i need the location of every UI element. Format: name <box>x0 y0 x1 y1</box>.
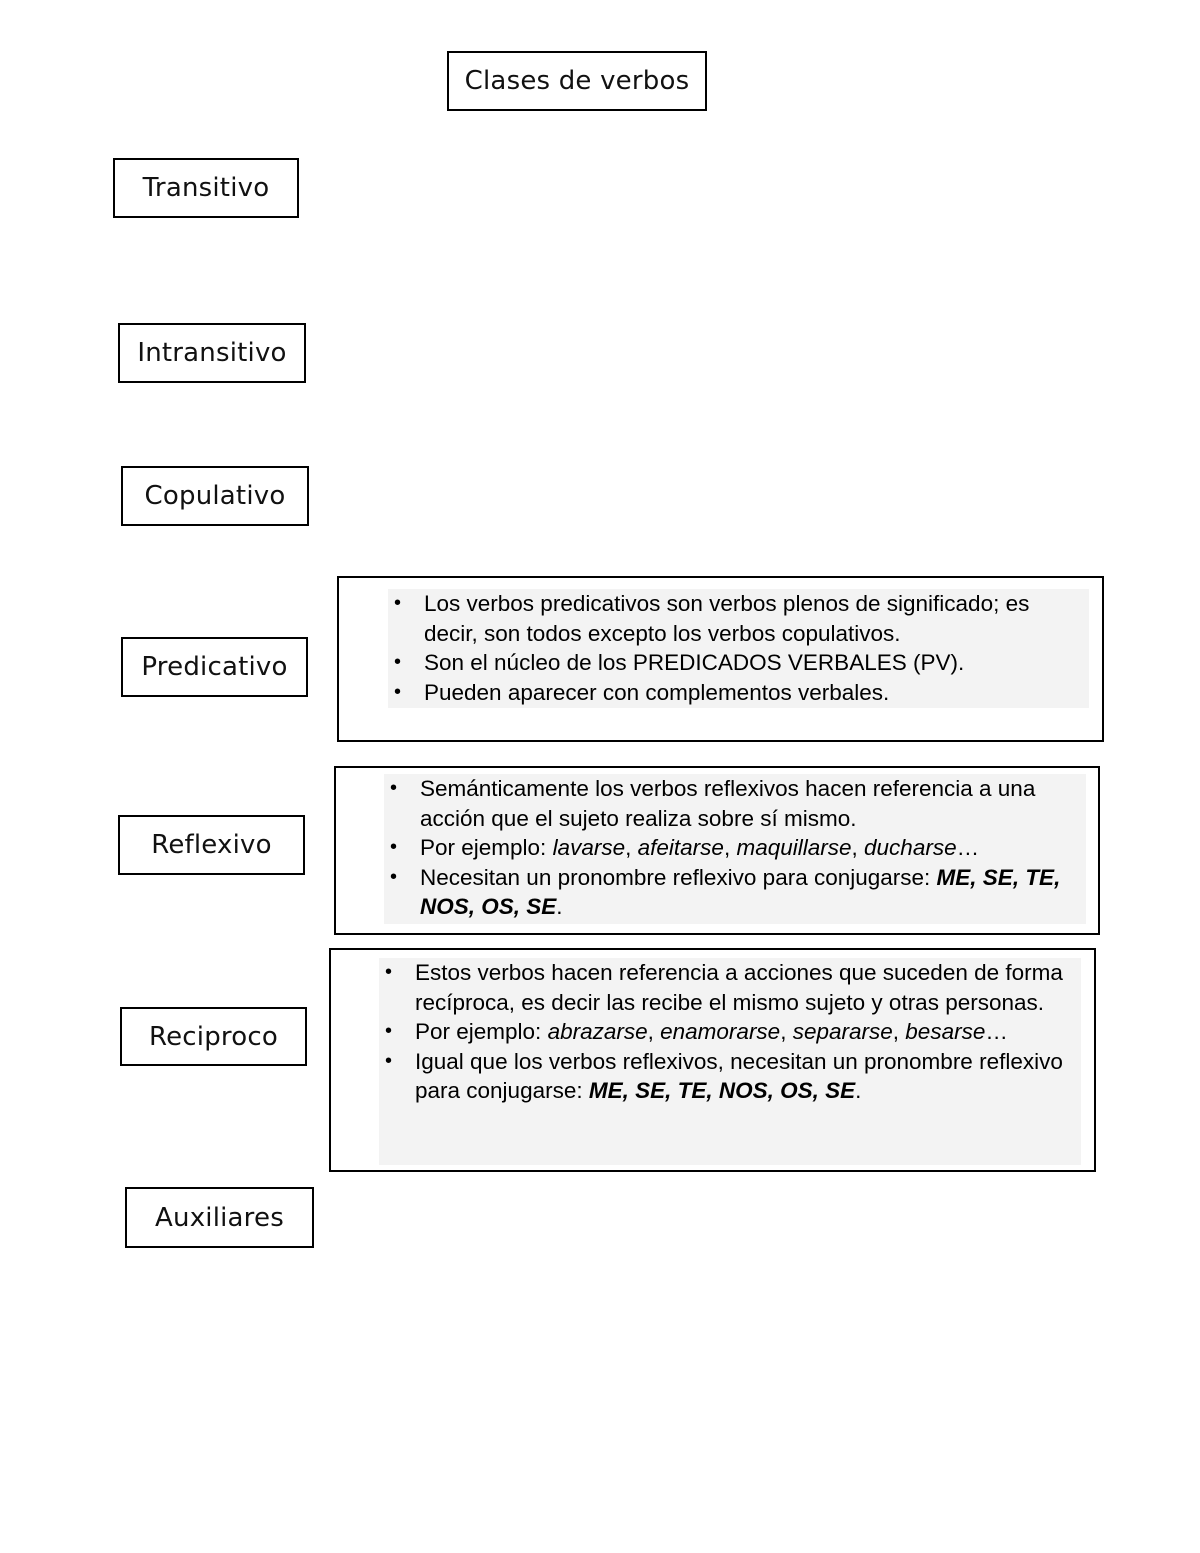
example-word: maquillarse <box>736 835 852 860</box>
category-auxiliares: Auxiliares <box>125 1187 314 1248</box>
pronoun-prefix: Necesitan un pronombre reflexivo para conjugarse: <box>420 864 937 890</box>
list-item <box>420 833 1086 863</box>
category-intransitivo: Intransitivo <box>118 323 306 383</box>
example-word: ducharse <box>864 835 957 860</box>
separator: , <box>892 1019 906 1044</box>
list-item: • Los verbos predicativos son verbos plenos de significado; es decir, son todos excepto los verbos copulativos. <box>424 589 1089 648</box>
predicativo-description-body <box>388 589 1089 708</box>
pronoun-prefix: Igual que los verbos reflexivos, necesitan un pronombre reflexivo para conjugarse: <box>415 1048 1063 1103</box>
reflexivo-description <box>334 766 1100 935</box>
page-title: Clases de verbos <box>447 51 707 111</box>
predicativo-list <box>388 589 1089 707</box>
period: . <box>855 1078 862 1103</box>
list-item <box>420 863 1086 922</box>
pronoun-list: ME, SE, TE, NOS, OS, SE <box>420 864 1061 919</box>
separator: , <box>851 835 865 860</box>
example-prefix: Por ejemplo: <box>415 1019 548 1044</box>
reciproco-description <box>329 948 1096 1172</box>
example-prefix: Por ejemplo: <box>420 835 553 860</box>
example-word: afeitarse <box>637 835 724 860</box>
list-item: • Estos verbos hacen referencia a acciones que suceden de forma recíproca, es decir las recibe el mismo sujeto y otras personas. <box>415 958 1081 1017</box>
predicativo-description <box>337 576 1104 742</box>
ellipsis: … <box>985 1019 1008 1044</box>
category-transitivo: Transitivo <box>113 158 299 218</box>
list-item: • Semánticamente los verbos reflexivos hacen referencia a una acción que el sujeto realiza sobre sí mismo. <box>420 774 1086 833</box>
reciproco-list <box>379 958 1081 1106</box>
reflexivo-list <box>384 774 1086 922</box>
category-reflexivo: Reflexivo <box>118 815 305 875</box>
list-item: • Pueden aparecer con complementos verbales. <box>424 678 1089 708</box>
example-word: enamorarse <box>660 1019 781 1044</box>
example-word: besarse <box>905 1019 986 1044</box>
category-copulativo: Copulativo <box>121 466 309 526</box>
reciproco-description-body <box>379 958 1081 1165</box>
period: . <box>556 894 563 919</box>
list-item: • Son el núcleo de los PREDICADOS VERBALES (PV). <box>424 648 1089 678</box>
separator: , <box>647 1019 661 1044</box>
list-item <box>415 1047 1081 1106</box>
pronoun-list: ME, SE, TE, NOS, OS, SE <box>588 1078 856 1103</box>
list-item <box>415 1017 1081 1047</box>
category-reciproco: Reciproco <box>120 1007 307 1066</box>
category-predicativo: Predicativo <box>121 637 308 697</box>
separator: , <box>625 835 638 860</box>
example-word: lavarse <box>552 835 626 860</box>
reflexivo-description-body <box>384 774 1086 924</box>
separator: , <box>723 835 737 860</box>
ellipsis: … <box>956 835 980 860</box>
example-word: abrazarse <box>547 1019 648 1044</box>
separator: , <box>780 1019 793 1044</box>
example-word: separarse <box>792 1019 893 1044</box>
